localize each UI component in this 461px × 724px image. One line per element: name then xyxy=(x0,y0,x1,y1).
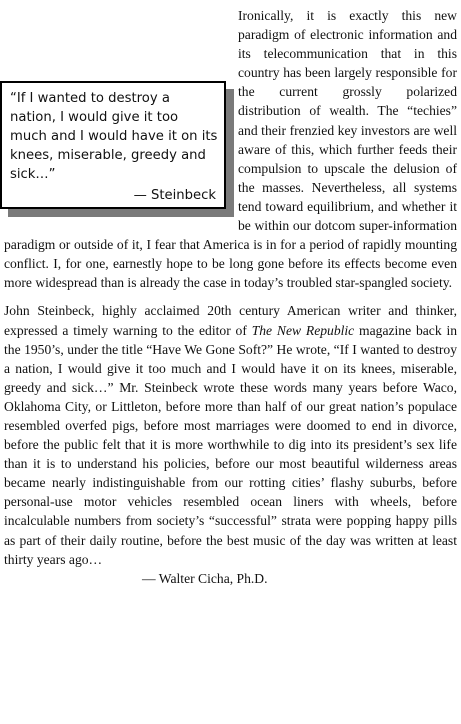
magazine-title: The New Republic xyxy=(251,322,355,338)
pullquote-box xyxy=(0,81,238,225)
paragraph-2-part-1: John Steinbeck, highly acclaimed 20th century American writer and thinker, expressed a timely warning to the editor of xyxy=(4,303,457,338)
paragraph-2 xyxy=(4,301,457,568)
paragraph-1: Ironically, it is exactly this new paradigm of electronic information and its telecommunication that in this country has been largely responsible for the current grossly polarized distribution of wealth. The “techies” and their frenzied key investors are well aware of this, which further feeds their compulsion to upscale the delusion of the masses. Nevertheless, all systems tend toward equilibrium, and whether it be within our dotcom super-information paradigm or outside of it, I fear that America is in for a period of rapidly mounting conflict. I, for one, earnestly hope to be long gone before its effects become even more widespread than is already the case in today’s troubled star-spangled society. xyxy=(4,8,457,291)
article xyxy=(4,6,457,588)
paragraph-2-part-2: magazine back in the 1950’s, under the title “Have We Gone Soft?” He wrote, “If I wanted to destroy a nation, I would give it too much and I would have it on its knees, miserable, greedy and sick…” Mr. Steinbeck wrote these words many years before Waco, Oklahoma City, or Littleton, before more than half of our great nation’s populace resembled overfed pigs, before most marriages were doomed to end in divorce, before the public felt that it is more worthwhile to dig into its president’s sex life than it is to understand his policies, before our most beautiful wilderness areas became nearly indistinguishable from our rotting cities’ flashy suburbs, before personal-use motor vehicles resembled ocean liners with wheels, before incalculable numbers from society’s “successful” strata were popping happy pills as part of their daily routine, before the best music of the day was written at least thirty years ago… xyxy=(4,322,458,567)
pullquote-attribution: — Steinbeck xyxy=(133,188,216,203)
pullquote-frame xyxy=(0,81,226,209)
pullquote-text: “If I wanted to destroy a nation, I would give it too much and I would have it on its knees, miserable, greedy and sick…” xyxy=(10,91,218,182)
author-signature: — Walter Cicha, Ph.D. xyxy=(142,570,268,586)
